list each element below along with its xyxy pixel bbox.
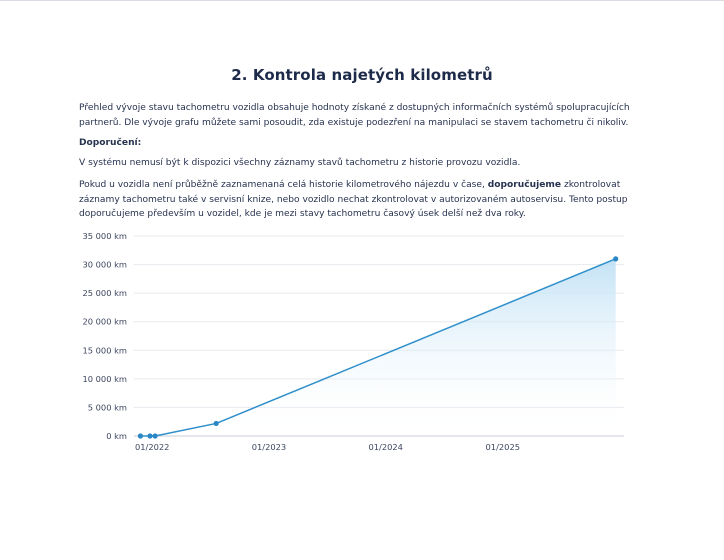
recommendation-text-end: zkontrolovat záznamy tachometru také v servisní knize, nebo vozidlo nechat zkontrolovat v autorizovaném autoservisu. Tento postup doporučujeme především u vozidel, kde je mezi stavy tachometru časový úsek delší než dva roky.	[79, 180, 628, 219]
x-tick-label: 01/2024	[368, 442, 403, 452]
y-tick-label: 0 km	[106, 431, 127, 441]
recommendation-text-start: Pokud u vozidla není průběžně zaznamenaná celá historie kilometrového nájezdu v čase,	[79, 180, 488, 190]
x-tick-label: 01/2022	[134, 442, 170, 452]
section-title: 2. Kontrola najetých kilometrů	[231, 66, 493, 84]
data-point	[138, 433, 143, 438]
y-tick-label: 30 000 km	[82, 259, 127, 270]
data-point	[613, 256, 618, 261]
y-tick-label: 5 000 km	[87, 402, 127, 413]
recommendation-emphasis: doporučujeme	[487, 180, 562, 190]
availability-note: V systému nemusí být k dispozici všechny záznamy stavů tachometru z historie provozu vozidla.	[79, 158, 521, 168]
x-tick-label: 01/2023	[251, 442, 287, 452]
y-tick-label: 15 000 km	[82, 345, 127, 356]
data-point	[147, 433, 152, 438]
data-point	[214, 421, 219, 426]
y-tick-label: 20 000 km	[82, 316, 127, 327]
series-area-fill	[140, 259, 615, 436]
recommendation-heading: Doporučení:	[79, 138, 142, 148]
data-point	[153, 433, 158, 438]
intro-paragraph: Přehled vývoje stavu tachometru vozidla obsahuje hodnoty získané z dostupných informačních systémů spolupracujících partnerů. Dle vývoje grafu můžete sami posoudit, zda existuje podezření na manipulaci se stavem tachometru či nikoliv.	[79, 103, 630, 128]
x-tick-label: 01/2025	[485, 442, 521, 452]
y-tick-label: 25 000 km	[82, 288, 127, 299]
y-tick-label: 35 000 km	[82, 231, 127, 241]
y-tick-label: 10 000 km	[82, 373, 127, 384]
